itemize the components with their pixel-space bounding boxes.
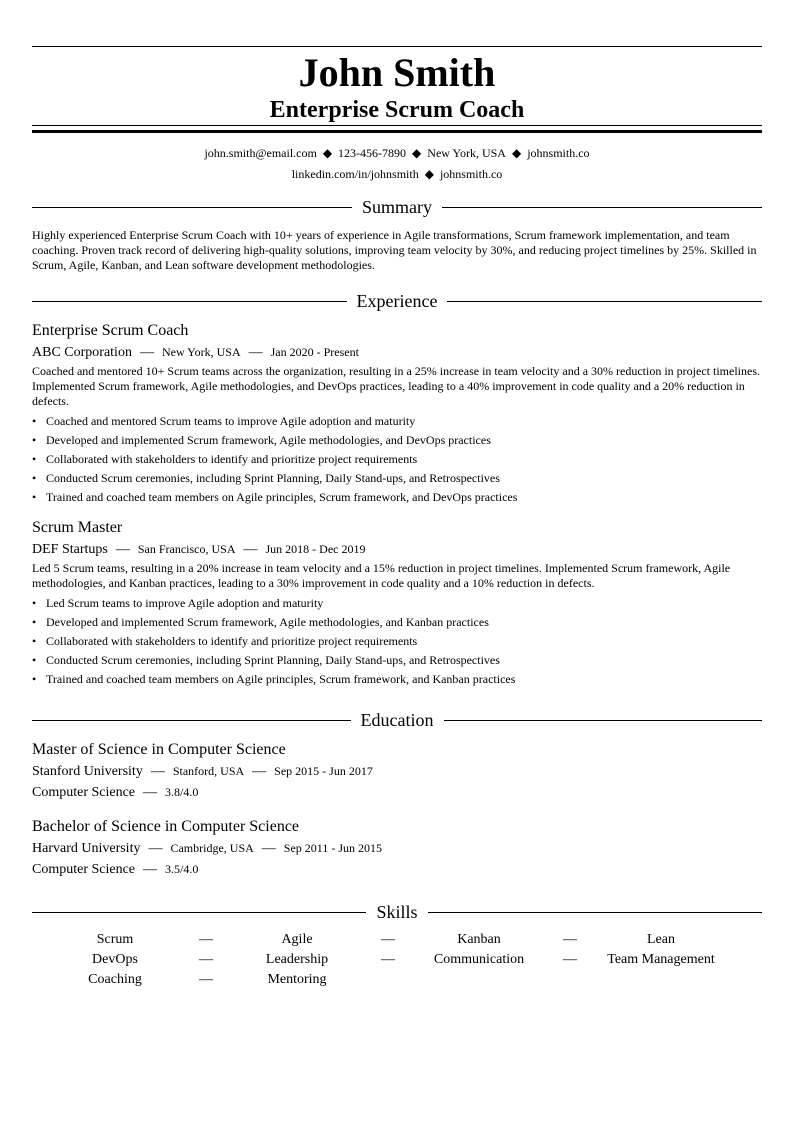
school-line: Stanford University — Stanford, USA — Sep 2015 - Jun 2017 bbox=[32, 764, 373, 779]
school-name: Harvard University bbox=[32, 841, 141, 856]
summary-text: Highly experienced Enterprise Scrum Coach with 10+ years of experience in Agile transformations, Scrum framework implementation, and team coaching. Proven track record of delivering high-quality solutions, improving team velocity by 30%, and reducing project timelines by 25%. Skilled in Scrum, Agile, Kanban, and Lean software development methodologies. bbox=[32, 228, 757, 272]
candidate-name: John Smith bbox=[298, 50, 496, 95]
school-dates: Sep 2015 - Jun 2017 bbox=[274, 764, 373, 778]
list-item: • Coached and mentored Scrum teams to improve Agile adoption and maturity bbox=[32, 412, 762, 431]
job-meta: ABC Corporation — New York, USA — Jan 2020 - Present bbox=[32, 345, 359, 360]
bullet-icon: • bbox=[32, 672, 37, 686]
website-link[interactable]: johnsmith.co bbox=[439, 167, 503, 181]
job-description: Coached and mentored 10+ Scrum teams across the organization, resulting in a 25% increase in team velocity and a 30% reduction in project timelines. Implemented Scrum framework, Agile methodologies, and DevOps practices, leading to a 40% improvement in code quality and a 20% reduction in defects. bbox=[32, 364, 760, 408]
contact-info bbox=[32, 143, 762, 184]
job-title: Enterprise Scrum Coach bbox=[32, 322, 189, 339]
candidate-title: Enterprise Scrum Coach bbox=[269, 97, 525, 123]
job-dates: Jun 2018 - Dec 2019 bbox=[265, 542, 366, 556]
skill-item: DevOps bbox=[92, 952, 138, 967]
list-item: • Collaborated with stakeholders to identify and prioritize project requirements bbox=[32, 450, 762, 469]
skills-grid bbox=[32, 930, 762, 990]
degree-title: Bachelor of Science in Computer Science bbox=[32, 818, 300, 835]
job-meta: DEF Startups — San Francisco, USA — Jun 2018 - Dec 2019 bbox=[32, 542, 366, 557]
list-item: • Trained and coached team members on Agile principles, Scrum framework, and DevOps practices bbox=[32, 488, 762, 507]
bullet-icon: • bbox=[32, 596, 37, 610]
separator-diamond-icon: ◆ bbox=[511, 146, 522, 160]
bullet-icon: • bbox=[32, 615, 37, 629]
contact-row-1 bbox=[32, 143, 762, 163]
skill-item: Mentoring bbox=[267, 972, 327, 987]
website-link[interactable]: johnsmith.co bbox=[527, 146, 590, 160]
company-name: DEF Startups bbox=[32, 542, 108, 557]
header-double-rule bbox=[32, 125, 762, 133]
job-dates: Jan 2020 - Present bbox=[270, 345, 359, 359]
skill-separator: — bbox=[199, 972, 213, 987]
job-title: Scrum Master bbox=[32, 519, 123, 536]
company-name: ABC Corporation bbox=[32, 345, 132, 360]
phone-number[interactable]: 123-456-7890 bbox=[338, 146, 407, 160]
field-of-study: Computer Science bbox=[32, 862, 136, 877]
bullet-icon: • bbox=[32, 414, 37, 428]
bullet-icon: • bbox=[32, 634, 37, 648]
skills-heading: Skills bbox=[32, 900, 762, 924]
degree-title: Master of Science in Computer Science bbox=[32, 741, 286, 758]
skill-item: Scrum bbox=[96, 932, 134, 947]
list-item: • Conducted Scrum ceremonies, including Sprint Planning, Daily Stand-ups, and Retrospectives bbox=[32, 651, 762, 670]
school-location: Stanford, USA bbox=[172, 764, 245, 778]
skill-separator: — bbox=[563, 952, 577, 967]
field-of-study: Computer Science bbox=[32, 785, 136, 800]
gpa: 3.5/4.0 bbox=[165, 862, 199, 876]
job-bullets bbox=[32, 412, 762, 507]
job-entry bbox=[32, 321, 762, 507]
list-item: • Collaborated with stakeholders to identify and prioritize project requirements bbox=[32, 632, 762, 651]
skill-separator: — bbox=[381, 932, 395, 947]
skill-item: Coaching bbox=[88, 972, 142, 987]
field-line: Computer Science — 3.5/4.0 bbox=[32, 862, 199, 877]
email-link[interactable]: john.smith@email.com bbox=[204, 146, 317, 160]
skill-item: Leadership bbox=[265, 952, 329, 967]
experience-heading: Experience bbox=[32, 289, 762, 313]
list-item: • Developed and implemented Scrum framework, Agile methodologies, and Kanban practices bbox=[32, 613, 762, 632]
school-location: Cambridge, USA bbox=[170, 841, 254, 855]
bullet-icon: • bbox=[32, 490, 37, 504]
field-line: Computer Science — 3.8/4.0 bbox=[32, 785, 199, 800]
bullet-icon: • bbox=[32, 471, 37, 485]
job-bullets bbox=[32, 594, 762, 689]
skill-item: Kanban bbox=[457, 932, 501, 947]
skill-separator: — bbox=[199, 932, 213, 947]
skill-item: Team Management bbox=[607, 952, 715, 967]
bullet-icon: • bbox=[32, 433, 37, 447]
skill-item: Agile bbox=[281, 932, 313, 947]
school-line: Harvard University — Cambridge, USA — Sep 2011 - Jun 2015 bbox=[32, 841, 383, 856]
separator-diamond-icon: ◆ bbox=[412, 146, 422, 160]
list-item: • Conducted Scrum ceremonies, including Sprint Planning, Daily Stand-ups, and Retrospectives bbox=[32, 469, 762, 488]
job-description: Led 5 Scrum teams, resulting in a 20% increase in team velocity and a 15% reduction in project timelines. Implemented Scrum framework, Agile methodologies, and Kanban practices, leading to a 30% improvement in code quality and a 10% reduction in defects. bbox=[32, 561, 731, 590]
header-top-rule bbox=[32, 46, 762, 47]
school-name: Stanford University bbox=[32, 764, 143, 779]
skill-separator: — bbox=[381, 952, 395, 967]
resume-page bbox=[32, 46, 762, 990]
skill-item: Lean bbox=[647, 932, 675, 947]
list-item: • Developed and implemented Scrum framework, Agile methodologies, and DevOps practices bbox=[32, 431, 762, 450]
list-item: • Led Scrum teams to improve Agile adoption and maturity bbox=[32, 594, 762, 613]
separator-diamond-icon: ◆ bbox=[424, 167, 434, 181]
job-location: New York, USA bbox=[161, 345, 241, 359]
skill-separator: — bbox=[563, 932, 577, 947]
skill-separator: — bbox=[199, 952, 213, 967]
skill-item: Communication bbox=[433, 952, 525, 967]
separator-diamond-icon: ◆ bbox=[322, 146, 333, 160]
gpa: 3.8/4.0 bbox=[165, 785, 199, 799]
bullet-icon: • bbox=[32, 452, 37, 466]
education-heading: Education bbox=[32, 708, 762, 732]
list-item: • Trained and coached team members on Agile principles, Scrum framework, and Kanban practices bbox=[32, 670, 762, 689]
linkedin-link[interactable]: linkedin.com/in/johnsmith bbox=[291, 167, 419, 181]
job-location: San Francisco, USA bbox=[137, 542, 236, 556]
summary-heading: Summary bbox=[32, 195, 762, 219]
job-entry bbox=[32, 518, 762, 689]
bullet-icon: • bbox=[32, 653, 37, 667]
school-dates: Sep 2011 - Jun 2015 bbox=[283, 841, 383, 855]
location: New York, USA bbox=[427, 146, 506, 160]
contact-row-2 bbox=[32, 164, 762, 184]
education-entry bbox=[32, 740, 762, 803]
education-entry bbox=[32, 817, 762, 880]
